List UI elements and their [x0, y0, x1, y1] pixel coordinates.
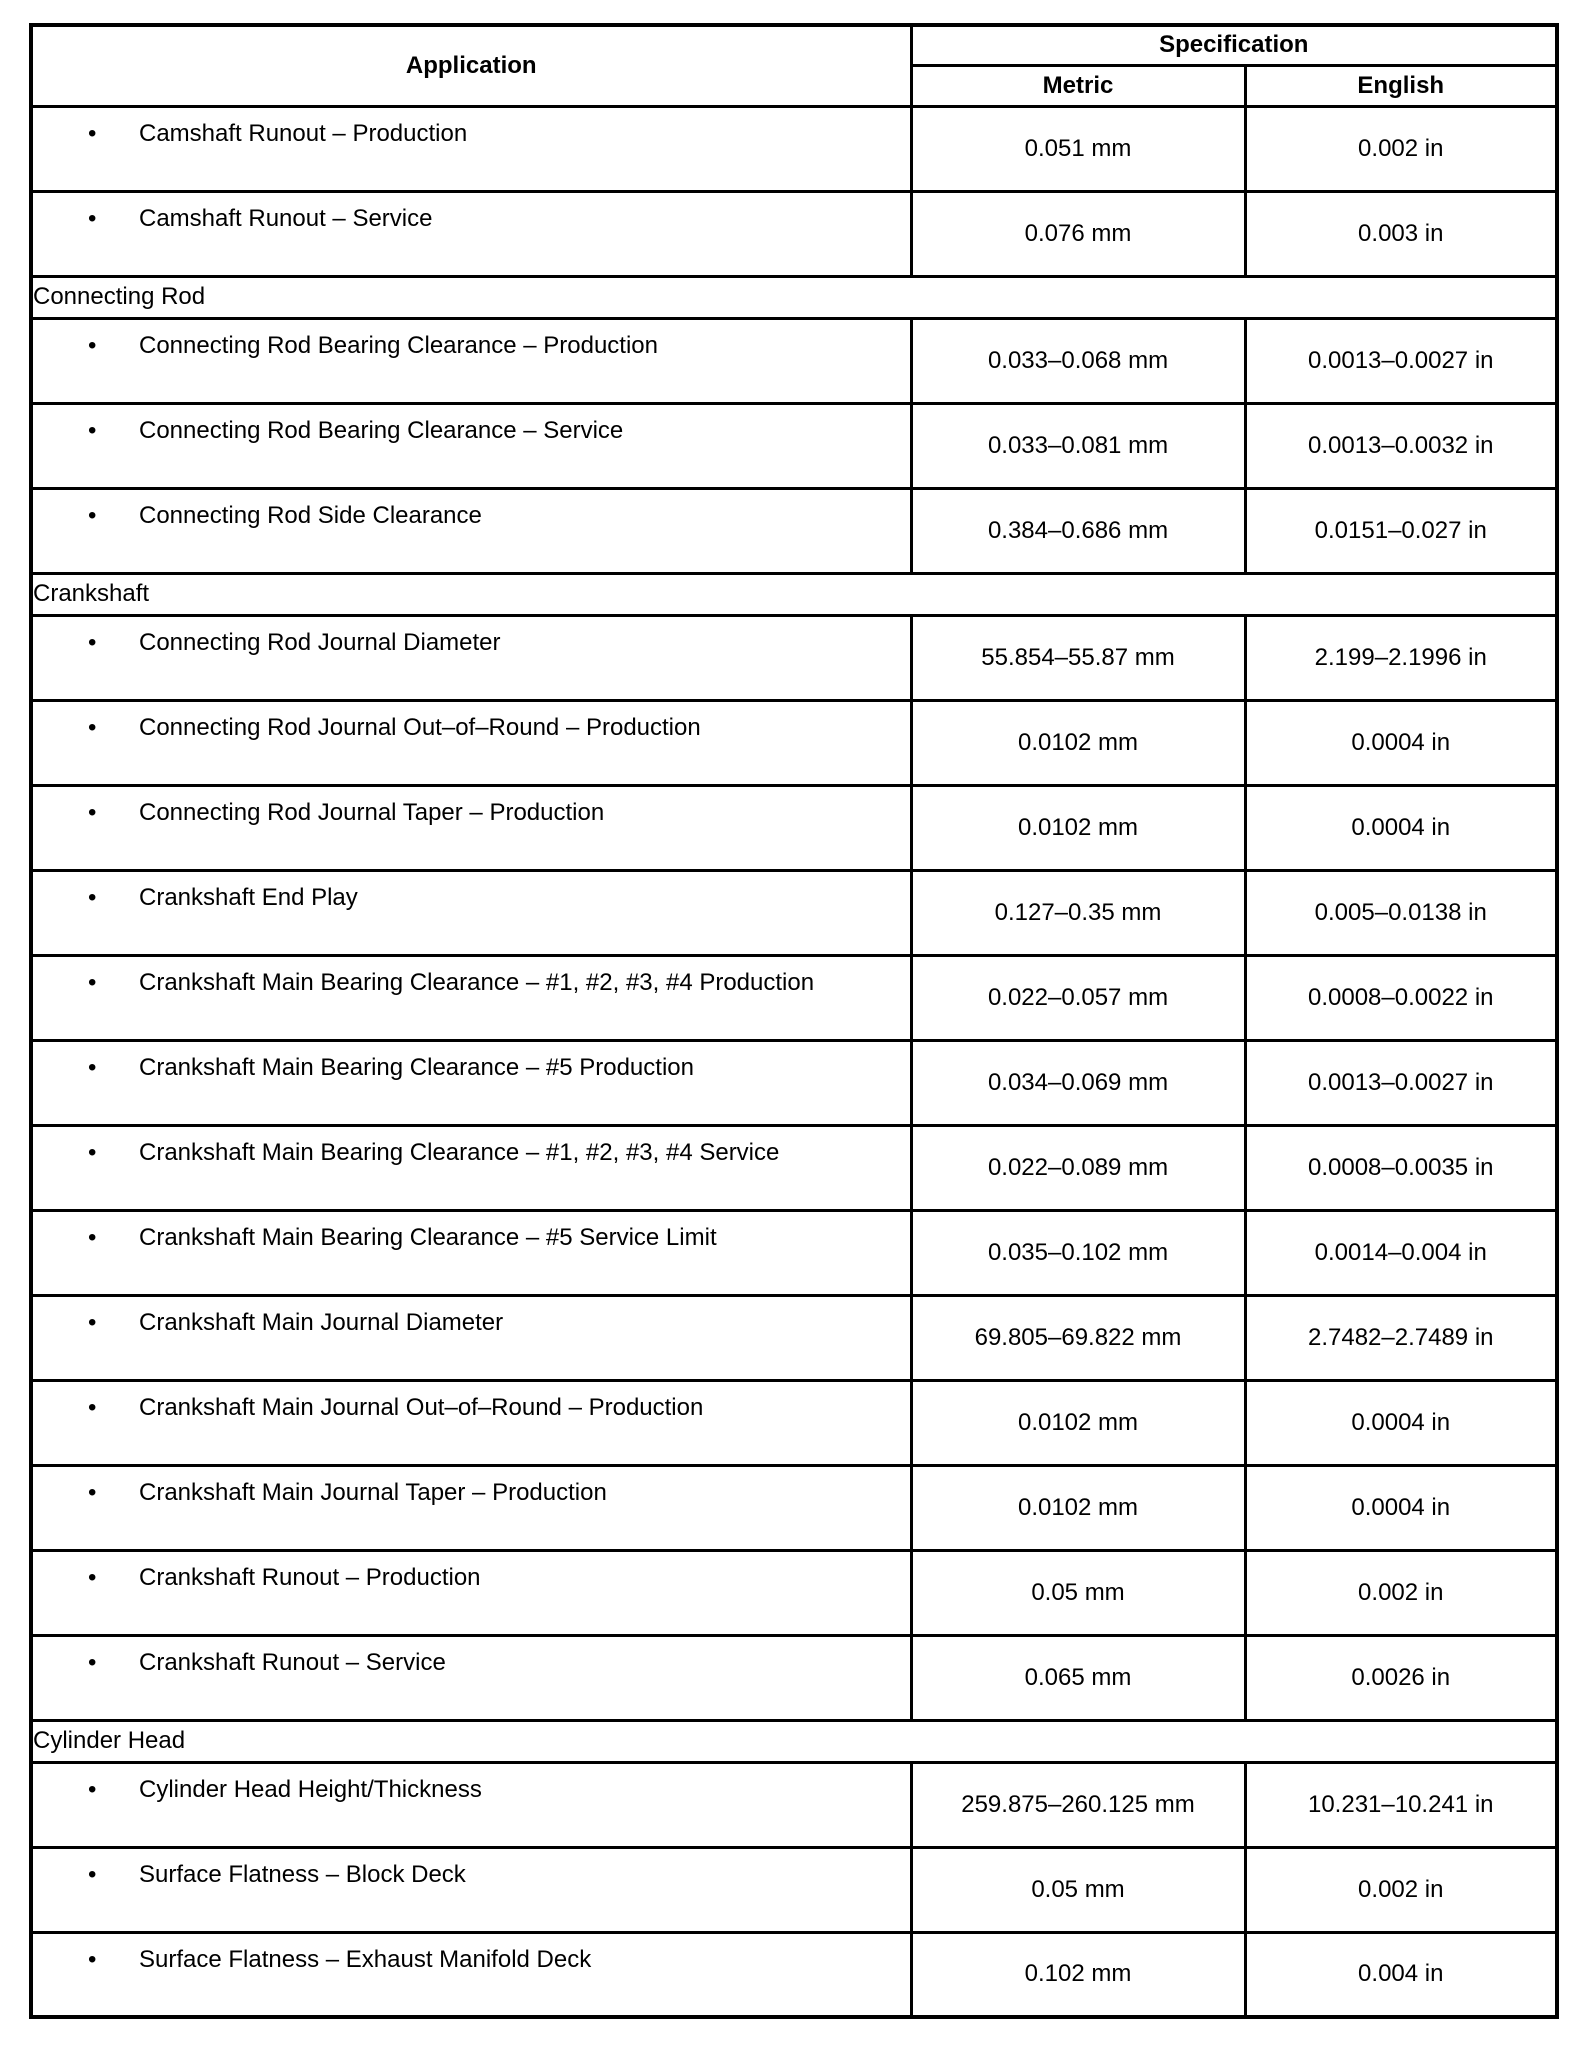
english-value: 0.0008–0.0035 in: [1245, 1125, 1557, 1210]
application-text: Crankshaft Runout – Service: [139, 1648, 446, 1676]
category-row: [31, 573, 1557, 615]
table-row: [31, 870, 1557, 955]
table-row: [31, 1932, 1557, 2017]
english-value: 0.0004 in: [1245, 1380, 1557, 1465]
application-cell: [31, 403, 911, 488]
header-metric: Metric: [911, 65, 1245, 106]
table-row: [31, 700, 1557, 785]
english-value: 2.7482–2.7489 in: [1245, 1295, 1557, 1380]
metric-value: 55.854–55.87 mm: [911, 615, 1245, 700]
english-value: 0.0013–0.0032 in: [1245, 403, 1557, 488]
table-row: [31, 403, 1557, 488]
metric-value: 0.051 mm: [911, 106, 1245, 191]
bullet-icon: •: [88, 1775, 97, 1803]
metric-value: 0.102 mm: [911, 1932, 1245, 2017]
metric-value: 0.076 mm: [911, 191, 1245, 276]
english-value: 0.003 in: [1245, 191, 1557, 276]
application-cell: [31, 1295, 911, 1380]
application-cell: [31, 615, 911, 700]
metric-value: 0.065 mm: [911, 1635, 1245, 1720]
application-text: Crankshaft Runout – Production: [139, 1563, 481, 1591]
table-row: [31, 318, 1557, 403]
category-row: [31, 1720, 1557, 1762]
table-row: [31, 1550, 1557, 1635]
metric-value: 0.384–0.686 mm: [911, 488, 1245, 573]
header-specification: Specification: [911, 25, 1557, 65]
category-row: [31, 276, 1557, 318]
bullet-icon: •: [88, 501, 97, 529]
metric-value: 0.0102 mm: [911, 1380, 1245, 1465]
metric-value: 0.022–0.057 mm: [911, 955, 1245, 1040]
table-row: [31, 1040, 1557, 1125]
bullet-icon: •: [88, 331, 97, 359]
english-value: 2.199–2.1996 in: [1245, 615, 1557, 700]
application-text: Connecting Rod Journal Taper – Production: [139, 798, 605, 826]
metric-value: 0.0102 mm: [911, 700, 1245, 785]
table-row: [31, 785, 1557, 870]
bullet-icon: •: [88, 968, 97, 996]
bullet-icon: •: [88, 1308, 97, 1336]
metric-value: 0.0102 mm: [911, 785, 1245, 870]
application-text: Crankshaft End Play: [139, 883, 358, 911]
table-body: [31, 106, 1557, 2017]
application-cell: [31, 106, 911, 191]
table-row: [31, 488, 1557, 573]
application-cell: [31, 700, 911, 785]
bullet-icon: •: [88, 1223, 97, 1251]
bullet-icon: •: [88, 883, 97, 911]
application-cell: [31, 318, 911, 403]
english-value: 0.0004 in: [1245, 700, 1557, 785]
english-value: 0.004 in: [1245, 1932, 1557, 2017]
english-value: 0.0004 in: [1245, 1465, 1557, 1550]
metric-value: 0.035–0.102 mm: [911, 1210, 1245, 1295]
application-cell: [31, 1125, 911, 1210]
application-text: Crankshaft Main Journal Diameter: [139, 1308, 504, 1336]
application-cell: [31, 1040, 911, 1125]
metric-value: 69.805–69.822 mm: [911, 1295, 1245, 1380]
metric-value: 0.034–0.069 mm: [911, 1040, 1245, 1125]
application-text: Camshaft Runout – Production: [139, 119, 468, 147]
bullet-icon: •: [88, 798, 97, 826]
application-text: Connecting Rod Side Clearance: [139, 501, 482, 529]
category-label: Crankshaft: [31, 573, 1557, 615]
table-row: [31, 1125, 1557, 1210]
application-text: Surface Flatness – Block Deck: [139, 1860, 466, 1888]
english-value: 0.002 in: [1245, 106, 1557, 191]
category-label: Connecting Rod: [31, 276, 1557, 318]
application-cell: [31, 1550, 911, 1635]
table-row: [31, 1847, 1557, 1932]
application-text: Surface Flatness – Exhaust Manifold Deck: [139, 1945, 592, 1973]
english-value: 0.0014–0.004 in: [1245, 1210, 1557, 1295]
header-row-top: [31, 25, 1557, 65]
application-cell: [31, 1210, 911, 1295]
application-cell: [31, 1932, 911, 2017]
table-row: [31, 106, 1557, 191]
bullet-icon: •: [88, 1648, 97, 1676]
header-application: Application: [31, 25, 911, 106]
application-cell: [31, 870, 911, 955]
table-row: [31, 1465, 1557, 1550]
table-row: [31, 1295, 1557, 1380]
bullet-icon: •: [88, 1563, 97, 1591]
application-cell: [31, 1465, 911, 1550]
english-value: 0.0013–0.0027 in: [1245, 318, 1557, 403]
application-cell: [31, 955, 911, 1040]
application-cell: [31, 1380, 911, 1465]
application-text: Connecting Rod Journal Out–of–Round – Production: [139, 713, 701, 741]
bullet-icon: •: [88, 1393, 97, 1421]
metric-value: 0.05 mm: [911, 1847, 1245, 1932]
metric-value: 0.05 mm: [911, 1550, 1245, 1635]
application-text: Cylinder Head Height/Thickness: [139, 1775, 482, 1803]
application-text: Crankshaft Main Journal Out–of–Round – Production: [139, 1393, 704, 1421]
english-value: 0.0151–0.027 in: [1245, 488, 1557, 573]
metric-value: 0.0102 mm: [911, 1465, 1245, 1550]
bullet-icon: •: [88, 1478, 97, 1506]
application-cell: [31, 1847, 911, 1932]
metric-value: 0.022–0.089 mm: [911, 1125, 1245, 1210]
application-cell: [31, 488, 911, 573]
english-value: 0.0004 in: [1245, 785, 1557, 870]
application-text: Crankshaft Main Journal Taper – Production: [139, 1478, 607, 1506]
category-label: Cylinder Head: [31, 1720, 1557, 1762]
application-cell: [31, 1762, 911, 1847]
english-value: 10.231–10.241 in: [1245, 1762, 1557, 1847]
table-row: [31, 1210, 1557, 1295]
bullet-icon: •: [88, 119, 97, 147]
table-row: [31, 615, 1557, 700]
bullet-icon: •: [88, 628, 97, 656]
table-row: [31, 1635, 1557, 1720]
application-cell: [31, 785, 911, 870]
bullet-icon: •: [88, 204, 97, 232]
metric-value: 259.875–260.125 mm: [911, 1762, 1245, 1847]
metric-value: 0.127–0.35 mm: [911, 870, 1245, 955]
application-cell: [31, 191, 911, 276]
english-value: 0.002 in: [1245, 1550, 1557, 1635]
table-row: [31, 955, 1557, 1040]
header-english: English: [1245, 65, 1557, 106]
table-row: [31, 1762, 1557, 1847]
application-text: Crankshaft Main Bearing Clearance – #5 Production: [139, 1053, 694, 1081]
specification-table: [29, 23, 1559, 2019]
application-text: Crankshaft Main Bearing Clearance – #5 Service Limit: [139, 1223, 717, 1251]
table-row: [31, 191, 1557, 276]
metric-value: 0.033–0.068 mm: [911, 318, 1245, 403]
english-value: 0.0013–0.0027 in: [1245, 1040, 1557, 1125]
table-row: [31, 1380, 1557, 1465]
application-text: Crankshaft Main Bearing Clearance – #1, #2, #3, #4 Production: [139, 968, 815, 996]
english-value: 0.005–0.0138 in: [1245, 870, 1557, 955]
bullet-icon: •: [88, 1860, 97, 1888]
metric-value: 0.033–0.081 mm: [911, 403, 1245, 488]
application-text: Connecting Rod Journal Diameter: [139, 628, 501, 656]
bullet-icon: •: [88, 1138, 97, 1166]
application-text: Crankshaft Main Bearing Clearance – #1, #2, #3, #4 Service: [139, 1138, 780, 1166]
bullet-icon: •: [88, 1945, 97, 1973]
english-value: 0.0008–0.0022 in: [1245, 955, 1557, 1040]
application-text: Connecting Rod Bearing Clearance – Service: [139, 416, 624, 444]
application-text: Camshaft Runout – Service: [139, 204, 433, 232]
english-value: 0.002 in: [1245, 1847, 1557, 1932]
application-cell: [31, 1635, 911, 1720]
bullet-icon: •: [88, 416, 97, 444]
bullet-icon: •: [88, 713, 97, 741]
application-text: Connecting Rod Bearing Clearance – Production: [139, 331, 658, 359]
bullet-icon: •: [88, 1053, 97, 1081]
english-value: 0.0026 in: [1245, 1635, 1557, 1720]
